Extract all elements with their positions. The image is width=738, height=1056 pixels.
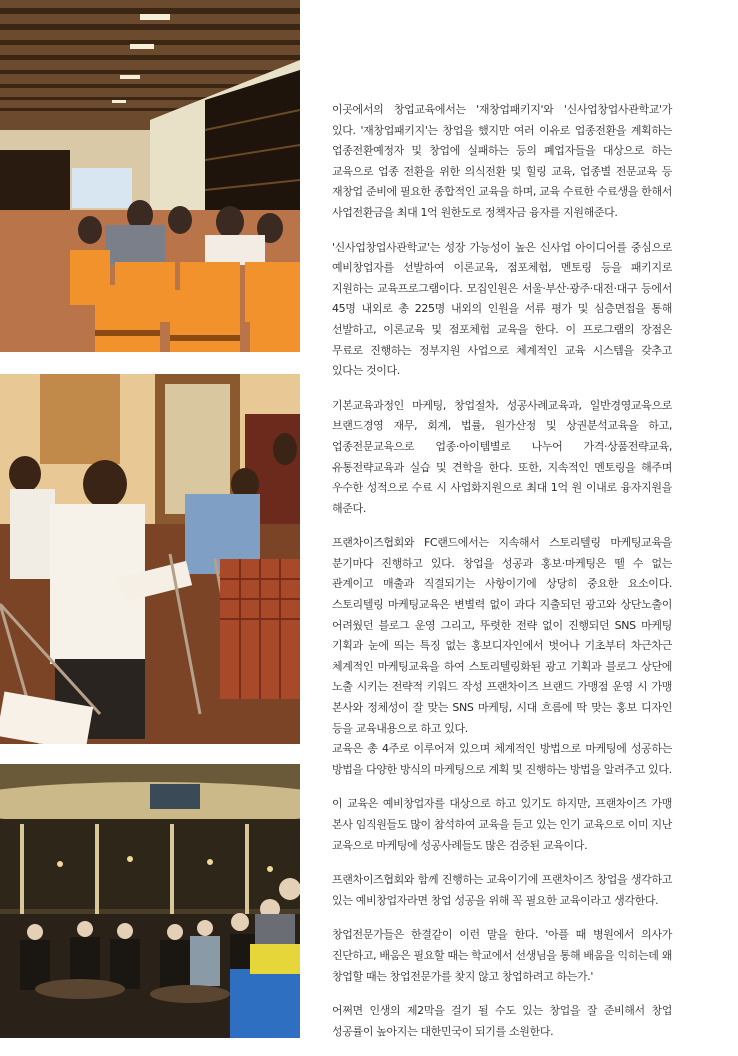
paragraph-basic-curriculum: 기본교육과정인 마케팅, 창업절차, 성공사례교육과, 일반경영교육으로 브랜드경영 재무, 회계, 법률, 원가산정 및 상권분석교육을 하고, 업종전문교육으로 업종·아이템별로 나누어 가격·상품전략교육, 유통전략교육과 실습 및 견학을 한다. 또한, 지속적인 멘토링을 해주며 우수한 성적으로 수료 시 사업화지원으로 최대 1억 원 이내로 융자지원을 해준다. — [332, 398, 672, 515]
paragraph-startup-academy: '신사업창업사관학교'는 성장 가능성이 높은 신사업 아이디어를 중심으로 예비창업자를 선발하여 이론교육, 점포체험, 멘토링 등을 패키지로 지원하는 교육프로그램이다. 모집인원은 서울·부산·광주·대전·대구 등에서 45명 내외로 총 225명 내외의 인원을 서류 평가 및 심층면접을 통해 선발하고, 이론교육 및 점포체험 교육을 한다. 이 프로그램의 장점은 무료로 진행하는 정부지원 사업으로 체계적인 교육 시스템을 갖추고 있다는 것이다. — [332, 240, 672, 378]
paragraph-target-audience: 이 교육은 예비창업자를 대상으로 하고 있기도 하지만, 프랜차이즈 가맹 본사 임직원들도 많이 참석하여 교육을 듣고 있는 인기 교육으로 이미 지난 교육으로 마케팅에 성공사례들도 많은 검증된 교육이다. — [332, 797, 672, 852]
paragraph-reentrepreneurship: 이곳에서의 창업교육에서는 '재창업패키지'와 '신사업창업사관학교'가 있다. '재창업패키지'는 창업을 했지만 여러 이유로 업종전환을 계획하는 업종전환예정자 및 창업에 실패하는 등의 폐업자들을 대상으로 하는 교육으로 업종 전환을 위한 의식전환 및 힐링 교육, 업종별 전문교육 등 재창업 준비에 필요한 종합적인 교육을 하며, 교육 수료한 수료생을 한해서 사업전환금을 최대 1억 원한도로 정책자금 융자를 지원해준다. — [332, 103, 672, 219]
lecture-hall-photo — [0, 0, 300, 352]
cafe-meeting-photo — [0, 764, 300, 1038]
paragraph-four-week-course: 교육은 총 4주로 이루어져 있으며 체계적인 방법으로 마케팅에 성공하는 방법을 다양한 방식의 마케팅으로 계획 및 진행하는 방법을 알려주고 있다. — [332, 742, 672, 776]
paragraph-franchise-association: 프랜차이즈협회와 함께 진행하는 교육이기에 프랜차이즈 창업을 생각하고 있는 예비창업자라면 창업 성공을 위해 꼭 필요한 교육이라고 생각한다. — [332, 873, 672, 907]
seminar-participants-photo — [0, 374, 300, 744]
article-body — [332, 100, 672, 1056]
paragraph-expert-quote: 창업전문가들은 한결같이 이런 말을 한다. '아플 때 병원에서 의사가 진단하고, 배움은 필요할 때는 학교에서 선생님을 통해 배움을 익히는데 왜 창업할 때는 창업전문가를 찾지 않고 창업하려고 하는가.' — [332, 928, 672, 983]
paragraph-storytelling-marketing: 프랜차이즈협회와 FC랜드에서는 지속해서 스토리텔링 마케팅교육을 분기마다 진행하고 있다. 창업을 성공과 홍보·마케팅은 뗄 수 없는 관계이고 매출과 직결되기는 사항이기에 상당히 중요한 요소이다. 스토리텔링 마케팅교육은 변별력 없이 과다 지출되던 광고와 상단노출이 어려웠던 블로그 운영 그리고, 뚜렷한 전략 없이 진행되던 SNS 마케팅 기획과 눈에 띄는 특징 없는 홍보디자인에서 벗어나 기초부터 차근차근 체계적인 마케팅교육을 하여 스토리텔링화된 광고 기획과 블로그 상단에 노출 시키는 전략적 키워드 작성 프랜차이즈 브랜드 가맹점 운영 시 가맹 본사와 정체성이 잘 맞는 SNS 마케팅, 시대 흐름에 딱 맞는 홍보 디자인 등을 교육내용으로 하고 있다. — [332, 536, 672, 735]
paragraph-closing-wish: 어쩌면 인생의 제2막을 걸기 될 수도 있는 창업을 잘 준비해서 창업 성공률이 높아지는 대한민국이 되기를 소원한다. — [332, 1004, 672, 1038]
